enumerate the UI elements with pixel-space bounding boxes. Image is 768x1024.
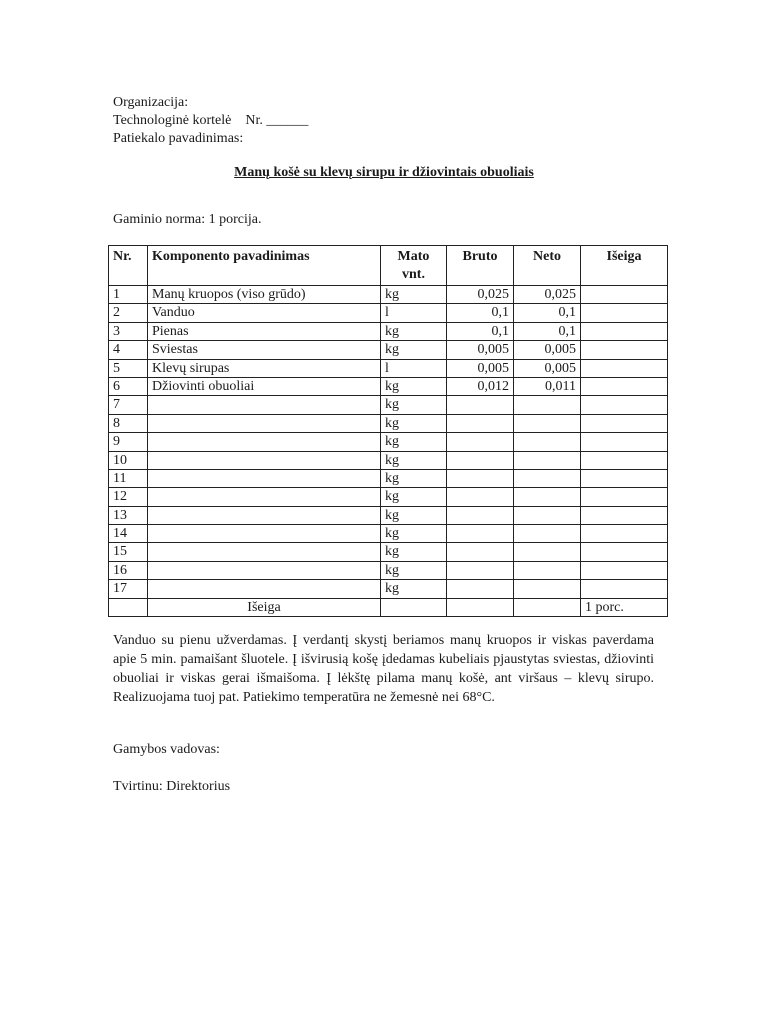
header-nr: Nr. [109,246,148,286]
table-row [109,488,668,506]
cell-bruto [447,488,514,506]
cell-component-name: Sviestas [148,341,381,359]
cell-yield [581,322,668,340]
total-empty-nr [109,598,148,616]
cell-unit: kg [381,488,447,506]
cell-unit: kg [381,543,447,561]
cell-unit: kg [381,396,447,414]
cell-bruto: 0,012 [447,377,514,395]
table-row [109,341,668,359]
table-row [109,322,668,340]
cell-yield [581,525,668,543]
cell-unit: kg [381,580,447,598]
cell-component-name [148,506,381,524]
cell-yield [581,543,668,561]
cell-bruto: 0,005 [447,359,514,377]
cell-yield [581,359,668,377]
table-row [109,451,668,469]
table-row [109,525,668,543]
cell-unit: kg [381,377,447,395]
cell-unit: kg [381,341,447,359]
cell-nr: 8 [109,414,148,432]
table-row [109,469,668,487]
table-row [109,561,668,579]
cell-nr: 1 [109,286,148,304]
cell-yield [581,304,668,322]
cell-unit: kg [381,561,447,579]
header-component-name: Komponento pavadinimas [148,246,381,286]
cell-component-name [148,414,381,432]
cell-neto: 0,1 [514,322,581,340]
cell-neto: 0,005 [514,341,581,359]
cell-yield [581,451,668,469]
cell-neto [514,580,581,598]
header-neto: Neto [514,246,581,286]
cell-yield [581,286,668,304]
cell-bruto [447,451,514,469]
dish-name-label: Patiekalo pavadinimas: [113,131,244,146]
cell-component-name [148,543,381,561]
cell-neto [514,488,581,506]
cell-component-name: Džiovinti obuoliai [148,377,381,395]
cell-unit: kg [381,322,447,340]
cell-neto [514,543,581,561]
cell-yield [581,580,668,598]
cell-nr: 11 [109,469,148,487]
table-row [109,377,668,395]
cell-neto [514,525,581,543]
table-row [109,506,668,524]
cell-unit: kg [381,525,447,543]
cell-yield [581,469,668,487]
cell-unit: kg [381,506,447,524]
cell-nr: 7 [109,396,148,414]
cell-nr: 15 [109,543,148,561]
total-empty-bruto [447,598,514,616]
cell-bruto [447,506,514,524]
cell-yield [581,396,668,414]
cell-component-name [148,488,381,506]
preparation-instructions: Vanduo su pienu užverdamas. Į verdantį skystį beriamos manų kruopos ir viskas paverdama apie 5 min. pamaišant šluotele. Į išvirusią košę įdedamas kubeliais pjaustytas sviestas, džiovinti obuoliai ir viskas gerai išmaišoma. Į lėkštę pilama manų košė, ant viršaus – klevų sirupo. Realizuojama tuoj pat. Patiekimo temperatūra ne žemesnė nei 68°C. [113,633,654,705]
cell-bruto [447,469,514,487]
cell-unit: kg [381,469,447,487]
cell-bruto [447,525,514,543]
cell-yield [581,506,668,524]
ingredients-table [108,245,668,617]
document-header [113,94,308,148]
cell-component-name [148,451,381,469]
total-label: Išeiga [148,598,381,616]
cell-neto [514,433,581,451]
cell-component-name [148,561,381,579]
cell-unit: kg [381,451,447,469]
cell-bruto [447,580,514,598]
cell-bruto [447,561,514,579]
cell-neto [514,396,581,414]
cell-bruto [447,433,514,451]
table-row [109,286,668,304]
table-row [109,396,668,414]
cell-neto [514,469,581,487]
cell-component-name: Manų kruopos (viso grūdo) [148,286,381,304]
cell-component-name: Vanduo [148,304,381,322]
cell-unit: kg [381,433,447,451]
cell-component-name [148,580,381,598]
cell-neto [514,561,581,579]
cell-nr: 16 [109,561,148,579]
header-yield: Išeiga [581,246,668,286]
cell-nr: 17 [109,580,148,598]
approval-label: Tvirtinu: Direktorius [113,779,231,794]
header-unit-line1: Mato [397,249,430,264]
cell-nr: 2 [109,304,148,322]
cell-component-name [148,396,381,414]
cell-neto: 0,1 [514,304,581,322]
table-row [109,414,668,432]
cell-bruto [447,396,514,414]
cell-neto: 0,025 [514,286,581,304]
cell-yield [581,414,668,432]
total-empty-neto [514,598,581,616]
header-unit [381,246,447,286]
cell-component-name [148,433,381,451]
cell-component-name [148,525,381,543]
cell-yield [581,433,668,451]
cell-component-name: Pienas [148,322,381,340]
cell-nr: 5 [109,359,148,377]
cell-nr: 9 [109,433,148,451]
cell-unit: l [381,359,447,377]
organization-label: Organizacija: [113,95,189,110]
cell-unit: l [381,304,447,322]
header-bruto: Bruto [447,246,514,286]
cell-bruto: 0,005 [447,341,514,359]
header-unit-line2: vnt. [402,267,425,282]
cell-nr: 6 [109,377,148,395]
cell-yield [581,488,668,506]
cell-nr: 12 [109,488,148,506]
production-manager-label: Gamybos vadovas: [113,742,220,757]
cell-neto [514,506,581,524]
table-header-row [109,246,668,286]
table-row [109,580,668,598]
cell-neto: 0,011 [514,377,581,395]
table-body [109,286,668,617]
cell-yield [581,561,668,579]
cell-neto: 0,005 [514,359,581,377]
total-empty-unit [381,598,447,616]
cell-nr: 13 [109,506,148,524]
cell-nr: 14 [109,525,148,543]
cell-bruto [447,543,514,561]
table-row [109,543,668,561]
table-row [109,304,668,322]
cell-bruto [447,414,514,432]
card-number-label: Technologinė kortelė Nr. ______ [113,113,309,128]
cell-neto [514,414,581,432]
cell-neto [514,451,581,469]
cell-unit: kg [381,286,447,304]
cell-bruto: 0,1 [447,322,514,340]
cell-bruto: 0,025 [447,286,514,304]
cell-nr: 3 [109,322,148,340]
cell-nr: 4 [109,341,148,359]
cell-yield [581,341,668,359]
table-row [109,359,668,377]
cell-unit: kg [381,414,447,432]
table-total-row [109,598,668,616]
document-title: Manų košė su klevų sirupu ir džiovintais obuoliais [234,165,534,180]
cell-component-name [148,469,381,487]
portion-norm: Gaminio norma: 1 porcija. [113,212,262,227]
total-yield: 1 porc. [581,598,668,616]
cell-nr: 10 [109,451,148,469]
cell-bruto: 0,1 [447,304,514,322]
cell-component-name: Klevų sirupas [148,359,381,377]
cell-yield [581,377,668,395]
table-row [109,433,668,451]
